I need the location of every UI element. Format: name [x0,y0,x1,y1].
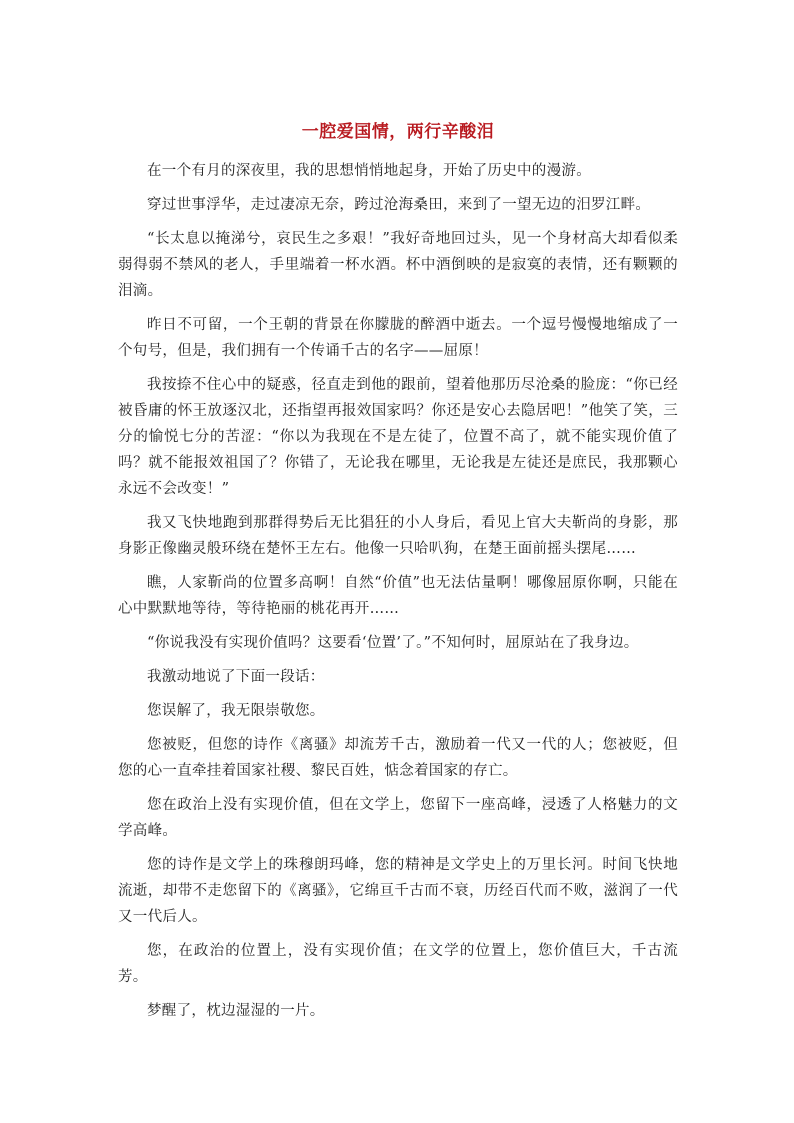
paragraph-13: 您的诗作是文学上的珠穆朗玛峰，您的精神是文学史上的万里长河。时间飞快地流逝，却带不走您留下的《离骚》，它绵亘千古而不衰，历经百代而不败，滋润了一代又一代后人。 [118,857,678,925]
document-title: 一腔爱国情，两行辛酸泪 [301,122,495,142]
paragraph-3: “长太息以掩涕兮，哀民生之多艰！”我好奇地回过头，见一个身材高大却看似柔弱得弱不禁风的老人，手里端着一杯水酒。杯中酒倒映的是寂寞的表情，还有颗颗的泪滴。 [118,231,678,299]
paragraph-5: 我按捺不住心中的疑惑，径直走到他的跟前，望着他那历尽沧桑的脸庞：“你已经被昏庸的怀王放逐汉北，还指望再报效国家吗？你还是安心去隐居吧！”他笑了笑，三分的愉悦七分的苦涩：“你以为我现在不是左徒了，位置不高了，就不能实现价值了吗？就不能报效祖国了？你错了，无论我在哪里，无论我是左徒还是庶民，我那颗心永远不会改变！” [118,377,678,497]
paragraph-6: 我又飞快地跑到那群得势后无比猖狂的小人身后，看见上官大夫靳尚的身影，那身影正像幽灵般环绕在楚怀王左右。他像一只哈叭狗，在楚王面前摇头摆尾…… [118,515,678,557]
paragraph-15: 梦醒了，枕边湿湿的一片。 [147,1003,325,1019]
document-page [118,120,678,1032]
paragraph-12: 您在政治上没有实现价值，但在文学上，您留下一座高峰，浸透了人格魅力的文学高峰。 [118,797,678,839]
paragraph-4: 昨日不可留，一个王朝的背景在你朦胧的醉酒中逝去。一个逗号慢慢地缩成了一个句号，但是，我们拥有一个传诵千古的名字——屈原！ [118,317,678,359]
paragraph-2: 穿过世事浮华，走过凄凉无奈，跨过沧海桑田，来到了一望无边的汨罗江畔。 [147,197,651,213]
paragraph-8: “你说我没有实现价值吗？这要看‘位置’了。”不知何时，屈原站在了我身边。 [147,635,639,651]
paragraph-14: 您，在政治的位置上，没有实现价值；在文学的位置上，您价值巨大，千古流芳。 [118,943,678,985]
paragraph-7: 瞧，人家靳尚的位置多高啊！自然“价值”也无法估量啊！哪像屈原你啊，只能在心中默默地等待，等待艳丽的桃花再开…… [118,575,678,617]
paragraph-11: 您被贬，但您的诗作《离骚》却流芳千古，激励着一代又一代的人；您被贬，但您的心一直牵挂着国家社稷、黎民百姓，惦念着国家的存亡。 [118,737,678,779]
paragraph-1: 在一个有月的深夜里，我的思想悄悄地起身，开始了历史中的漫游。 [147,163,591,179]
paragraph-9: 我激动地说了下面一段话： [147,669,325,685]
paragraph-10: 您误解了，我无限崇敬您。 [147,703,325,719]
